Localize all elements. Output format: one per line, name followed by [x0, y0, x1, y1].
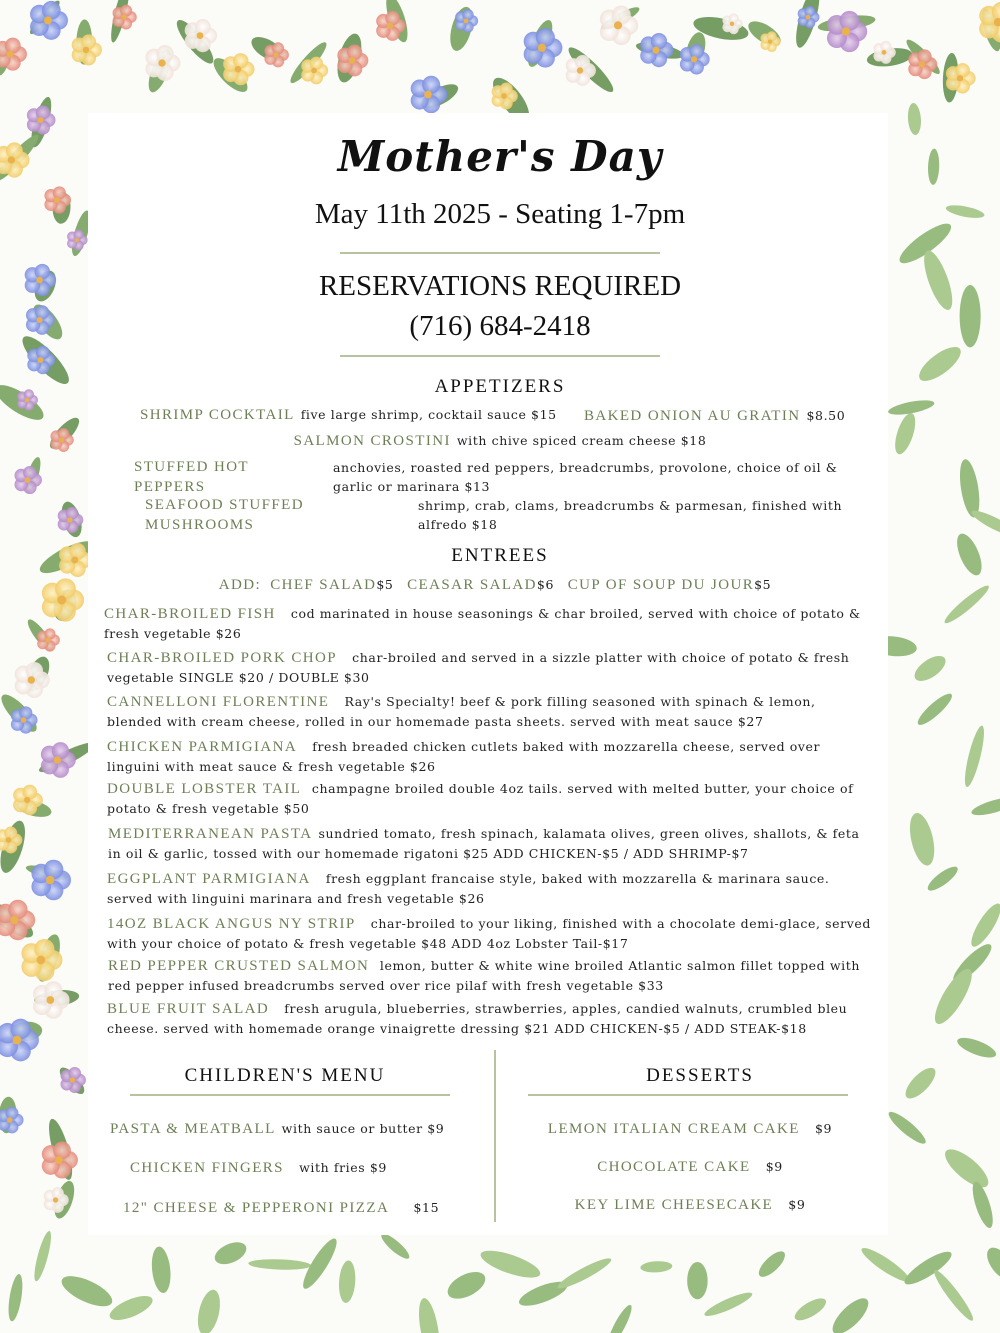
item-desc: with fries $9 [299, 1160, 387, 1175]
leaf-shape [755, 1247, 789, 1280]
flower-icon [31, 860, 71, 901]
menu-item [200, 431, 800, 451]
item-name: SALMON CROSTINI [293, 433, 451, 449]
item-desc: five large shrimp, cocktail sauce $15 [300, 407, 557, 422]
menu-item [108, 956, 868, 995]
item-name: SEAFOOD STUFFED MUSHROOMS [145, 497, 304, 533]
item-name: SHRIMP COCKTAIL [140, 407, 295, 423]
dessert-item [520, 1119, 860, 1139]
item-desc: champagne broiled double 4oz tails. served with melted butter, your choice of potato & fresh vegetable $50 [107, 781, 854, 816]
page-title: Mother's Day [337, 132, 663, 181]
divider-rule [340, 355, 660, 357]
addon-price: $5 [754, 577, 772, 592]
reservations-block [0, 266, 1000, 346]
leaf-shape [150, 1246, 173, 1294]
item-name: MEDITERRANEAN PASTA [108, 826, 313, 842]
childrens-menu-heading: CHILDREN'S MENU [184, 1065, 386, 1086]
addon-price: $6 [536, 577, 554, 592]
leaf-shape [910, 651, 949, 686]
leaf-shape [792, 1294, 830, 1324]
date-seating-line: May 11th 2025 - Seating 1-7pm [314, 198, 686, 230]
leaf-shape [827, 1293, 873, 1333]
menu-item [108, 824, 868, 863]
item-name: LEMON ITALIAN CREAM CAKE [547, 1121, 800, 1137]
leaf-shape [58, 1270, 117, 1312]
leaf-shape [939, 1143, 993, 1193]
item-desc: fresh breaded chicken cutlets baked with mozzarella cheese, served over linguini with meat sauce & fresh vegetable $26 [107, 739, 821, 774]
item-desc: $15 [413, 1200, 440, 1215]
reservations-notice: RESERVATIONS REQUIRED [318, 270, 682, 302]
item-price: $9 [815, 1121, 833, 1136]
flower-icon [41, 742, 76, 778]
leaf-shape [702, 1289, 754, 1320]
dessert-item [520, 1157, 860, 1177]
item-desc: char-broiled to your liking, finished with a chocolate demi-glace, served with your choice of potato & fresh vegetable $48 ADD 4oz Lobster Tail-$17 [107, 916, 871, 951]
addon-price: $5 [376, 577, 394, 592]
menu-item-desc-col [418, 496, 848, 534]
dessert-item [520, 1195, 860, 1215]
item-name: RED PEPPER CRUSTED SALMON [108, 958, 370, 974]
item-desc: cod marinated in house seasonings & char broiled, served with choice of potato & fresh vegetable $26 [104, 606, 861, 641]
item-name: STUFFED HOT PEPPERS [134, 459, 249, 495]
leaf-shape [248, 1258, 311, 1270]
item-desc: char-broiled and served in a sizzle platter with choice of potato & fresh vegetable SINGLE $20 / DOUBLE $30 [107, 650, 850, 685]
flower-icon [979, 2, 1000, 43]
flower-icon [946, 63, 976, 93]
leaf-shape [640, 1260, 673, 1273]
leaf-shape [925, 863, 961, 894]
flower-icon [37, 628, 60, 651]
menu-item [104, 604, 864, 643]
divider-rule [528, 1094, 848, 1096]
flower-icon [455, 9, 478, 33]
item-desc: fresh arugula, blueberries, strawberries, apples, candied walnuts, crumbled bleu cheese. served with homemade orange vinaigrette dressing $21 ADD CHICKEN-$5 / ADD STEAK-$18 [107, 1001, 848, 1036]
menu-item-name-col [134, 457, 324, 497]
flower-icon [301, 57, 328, 85]
item-name: PASTA & MEATBALL [110, 1121, 276, 1137]
flower-icon [42, 578, 84, 621]
item-name: BAKED ONION AU GRATIN [584, 408, 801, 424]
leaf-shape [604, 1302, 635, 1333]
add-label: ADD: [218, 577, 262, 593]
item-price: $9 [788, 1197, 806, 1212]
item-name: EGGPLANT PARMIGIANA [107, 871, 311, 887]
flower-icon [0, 38, 27, 71]
item-name: CHOCOLATE CAKE [597, 1159, 751, 1175]
flower-icon [524, 28, 563, 68]
flower-icon [337, 45, 368, 77]
flower-icon [113, 5, 137, 30]
menu-item [107, 648, 867, 687]
desserts-heading: DESSERTS [646, 1065, 754, 1086]
leaf-shape [982, 1243, 1000, 1285]
item-desc: lemon, butter & white wine broiled Atlantic salmon fillet topped with red pepper infused breadcrumbs served over rice pilaf with fresh vegetable $33 [108, 958, 861, 993]
leaf-shape [930, 1267, 977, 1324]
leaf-shape [211, 1238, 249, 1269]
item-desc: with chive spiced cream cheese $18 [456, 433, 707, 448]
item-desc: $8.50 [806, 408, 846, 423]
leaf-shape [858, 1244, 912, 1286]
flower-icon [680, 44, 710, 75]
leaf-shape [338, 1260, 357, 1304]
flower-icon [185, 19, 217, 52]
leaf-shape [555, 1254, 614, 1292]
leaf-shape [955, 1034, 998, 1062]
item-name: 14OZ BLACK ANGUS NY STRIP [107, 916, 356, 932]
item-price: $9 [765, 1159, 783, 1174]
flower-icon [0, 1107, 24, 1134]
menu-item [110, 1119, 470, 1139]
leaf-shape [6, 1273, 25, 1322]
menu-item [107, 999, 867, 1038]
entrees-heading: ENTREES [451, 545, 549, 566]
menu-item-desc-col [333, 458, 848, 496]
menu-item [584, 406, 864, 426]
leaf-shape [415, 1297, 443, 1333]
leaf-shape [107, 1291, 156, 1325]
flower-icon [264, 42, 288, 67]
leaf-shape [914, 690, 955, 729]
entree-add-ons [150, 575, 840, 595]
leaf-shape [941, 582, 992, 627]
leaf-shape [885, 1108, 929, 1148]
flower-icon [908, 49, 937, 79]
appetizers-heading: APPETIZERS [434, 376, 566, 397]
leaf-shape [906, 811, 939, 868]
item-desc: anchovies, roasted red peppers, breadcrumbs, provolone, choice of oil & garlic or marinara $13 [333, 460, 838, 494]
divider-rule [340, 252, 660, 254]
item-name: CHAR-BROILED FISH [104, 606, 276, 622]
leaf-shape [31, 1230, 54, 1283]
item-name: KEY LIME CHEESECAKE [574, 1197, 774, 1213]
addon-name: CUP OF SOUP DU JOUR [567, 577, 755, 593]
item-name: CHICKEN PARMIGIANA [107, 739, 298, 755]
item-name: DOUBLE LOBSTER TAIL [107, 781, 302, 797]
leaf-shape [969, 507, 1000, 541]
flower-icon [640, 33, 673, 67]
leaf-shape [891, 411, 919, 457]
item-desc: sundried tomato, fresh spinach, kalamata olives, green olives, shallots, & feta in oil & garlic, tossed with our homemade rigatoni $25 ADD CHICKEN-$5 / ADD SHRIMP-$7 [108, 826, 860, 861]
leaf-shape [966, 900, 1000, 950]
menu-item [107, 737, 867, 776]
item-name: BLUE FRUIT SALAD [107, 1001, 270, 1017]
leaf-shape [478, 1245, 543, 1283]
leaf-shape [970, 794, 1000, 819]
item-desc: with sauce or butter $9 [281, 1121, 445, 1136]
flower-icon [27, 105, 56, 134]
menu-item [107, 779, 867, 818]
flower-icon [33, 981, 70, 1019]
leaf-shape [378, 1231, 412, 1263]
leaf-shape [443, 1266, 489, 1304]
phone-number[interactable]: (716) 684-2418 [409, 310, 591, 342]
item-name: 12" CHEESE & PEPPERONI PIZZA [123, 1200, 390, 1216]
menu-item [107, 692, 867, 731]
leaf-shape [907, 103, 922, 136]
leaf-shape [961, 724, 988, 788]
flower-icon [42, 1141, 78, 1178]
item-desc: Ray's Specialty! beef & pork filling seasoned with spinach & lemon, blended with cream cheese, rolled in our homemade pasta sheets. served with meat sauce $27 [107, 694, 816, 729]
item-name: CANNELLONI FLORENTINE [107, 694, 330, 710]
flower-icon [566, 55, 596, 86]
menu-item [107, 914, 872, 953]
menu-item [140, 405, 600, 425]
leaf-shape [194, 1288, 224, 1333]
item-name: CHAR-BROILED PORK CHOP [107, 650, 337, 666]
flower-icon [30, 1, 68, 40]
leaf-shape [687, 1262, 707, 1299]
menu-item [130, 1158, 470, 1178]
flower-icon [223, 53, 254, 85]
leaf-shape [901, 1063, 940, 1103]
menu-item-name-col [145, 495, 415, 535]
flower-icon [145, 45, 180, 81]
flower-icon [72, 34, 102, 65]
addon-name: CEASAR SALAD [407, 577, 537, 593]
leaf-shape [957, 458, 983, 519]
leaf-shape [929, 964, 979, 1028]
menu-item [123, 1198, 483, 1218]
item-desc: fresh eggplant francaise style, baked with mozzarella & marinara sauce. served with linguini marinara and fresh vegetable $26 [107, 871, 830, 906]
addon-name: CHEF SALAD [270, 577, 377, 593]
flower-icon [411, 76, 448, 114]
column-divider [494, 1050, 496, 1222]
item-desc: shrimp, crab, clams, breadcrumbs & parmesan, finished with alfredo $18 [418, 498, 843, 532]
menu-item [107, 869, 867, 908]
divider-rule [130, 1094, 450, 1096]
item-name: CHICKEN FINGERS [130, 1160, 284, 1176]
